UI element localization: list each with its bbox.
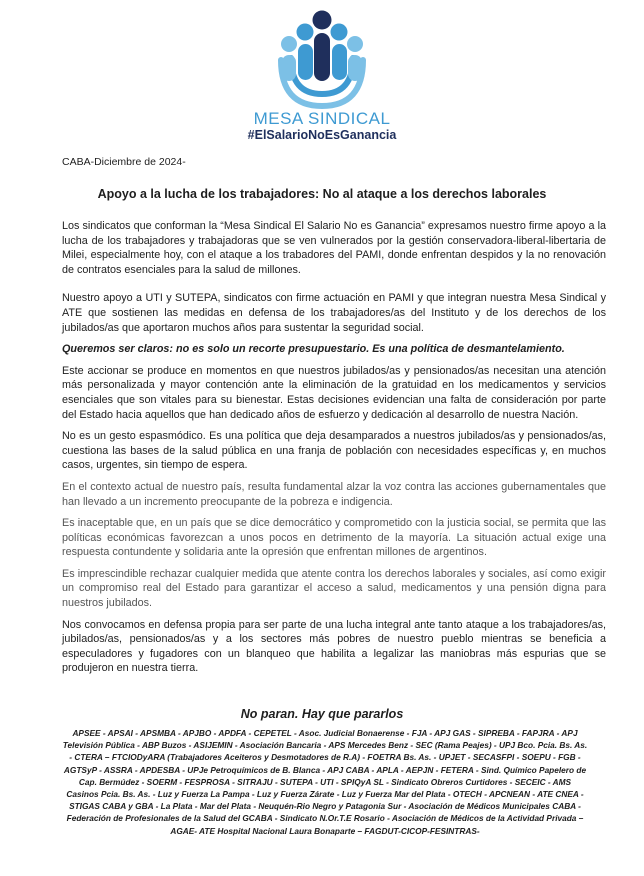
- paragraph-intro: Los sindicatos que conforman la “Mesa Sindical El Salario No es Ganancia” expresamos nuestro firme apoyo a la lucha de los trabajadores y trabajadoras que se ven vulnerados por la gestión conservadora-liberal-libertaria de Milei, especialmente hoy, con el ataque a los trabadores del PAMI, donde enfrentan despidos y la no renovación de contratos esenciales para la salud de millones.: [62, 220, 606, 276]
- header-logo: [0, 6, 644, 143]
- paragraph-support: Nuestro apoyo a UTI y SUTEPA, sindicatos con firme actuación en PAMI y que integran nuestra Mesa Sindical y ATE que sostienen las medidas en defensa de los trabajadores/as del Instituto y de los derechos de los jubilados/as que aportaron muchos años para sustentar la seguridad social.: [62, 292, 606, 334]
- slogan: No paran. Hay que pararlos: [240, 707, 404, 721]
- paragraph: Es inaceptable que, en un país que se dice democrático y comprometido con la justicia social, se permita que las políticas económicas favorezcan a unos pocos en detrimento de la mayoría. La situación actual exige una respuesta contundente y solidaria ante la opresión que enfrentan millones de argentinos.: [62, 517, 606, 559]
- paragraph: Este accionar se produce en momentos en que nuestros jubilados/as y pensionados/as necesitan una atención más personalizada y mayor contención ante la eliminación de la gratuidad en los medicamentos y servicios esenciales que son vitales para su bienestar. Estas decisiones evidencian una falta de consideración por parte del Estado hacia aquellos que han dedicado años de esfuerzo y dedicación al desarrollo de nuestra Nación.: [62, 364, 606, 421]
- brand-hashtag: #ElSalarioNoEsGanancia: [247, 128, 397, 142]
- paragraph: Es imprescindible rechazar cualquier medida que atente contra los derechos laborales y sociales, así como exigir un compromiso real del Estado para garantizar el acceso a salud, medicamentos y una pensión digna para nuestros jubilados.: [62, 567, 606, 610]
- paragraph-highlight: Queremos ser claros: no es solo un recorte presupuestario. Es una política de desmantelamiento.: [62, 343, 565, 356]
- paragraph-closing: Nos convocamos en defensa propia para ser parte de una lucha integral ante tanto ataque a los trabajadores/as, jubilados/as, pensionados/as y a los sectores más pobres de nuestro pueblo mientras se beneficia a especuladores y fugadores con un blanqueo que habilita a legalizar las maniobras más espurias que se produjeron en nuestra tierra.: [62, 618, 606, 675]
- document-title: Apoyo a la lucha de los trabajadores: No al ataque a los derechos laborales: [97, 187, 547, 201]
- paragraph: En el contexto actual de nuestro país, resulta fundamental alzar la voz contra las acciones gubernamentales que han llevado a un incremento preocupante de la pobreza e indigencia.: [62, 480, 606, 508]
- document-date: CABA-Diciembre de 2024-: [62, 156, 186, 168]
- people-logo-icon: [267, 6, 377, 110]
- brand-name: MESA SINDICAL: [253, 109, 391, 128]
- signatory-unions: APSEE - APSAI - APSMBA - APJBO - APDFA - CEPETEL - Asoc. Judicial Bonaerense - FJA - APJ GAS - SIPREBA - FAPJRA - APJ Televisión Pública - ABP Buzos - ASIJEMIN - Asociación Bancaria - APS Mercedes Benz - SEC (Rama Peajes) - UPJ Bco. Pcia. Bs. As. - CTERA – FTCIODyARA (Trabajadores Aceiteros y Desmotadores de R.A) - FOETRA Bs. As. - UPJET - SECASFPI - SOEPU - FGB - AGTSyP - ASSRA - APDESBA - UPJe Petroquímicos de B. Blanca - APJ CABA - APLA - AEPJN - FETERA - Sind. Químico Papelero de Cap. Bermúdez - SOERM - FESPROSA - SITRAJU - SUTEPA - UTI - SPIQyA SL - Sindicato Obreros Curtidores - SECEIC - AMS Casinos Pcia. Bs. As. - Luz y Fuerza La Pampa - Luz y Fuerza Zárate - Luz y Fuerza Mar del Plata - OTECH - APCNEAN - ATE CNEA - STIGAS CABA y GBA - La Plata - Mar del Plata - Neuquén-Rio Negro y Patagonia Sur - Asociación de Médicos Municipales CABA - Federación de Profesionales de la Salud del GCABA - Sindicato N.Or.T.E Rosario - Asociación de Médicos de la Actividad Privada – AGAE- ATE Hospital Nacional Laura Bonaparte – FAGDUT-CICOP-FESINTRAS-: [62, 728, 588, 836]
- document-body: [62, 219, 606, 683]
- paragraph: No es un gesto espasmódico. Es una política que deja desamparados a nuestros jubilados/as y pensionados/as, cuestiona las bases de la salud pública en una franja de población con necesidades específicas y, en muchos casos, urgentes, sin tiempo de espera.: [62, 430, 606, 472]
